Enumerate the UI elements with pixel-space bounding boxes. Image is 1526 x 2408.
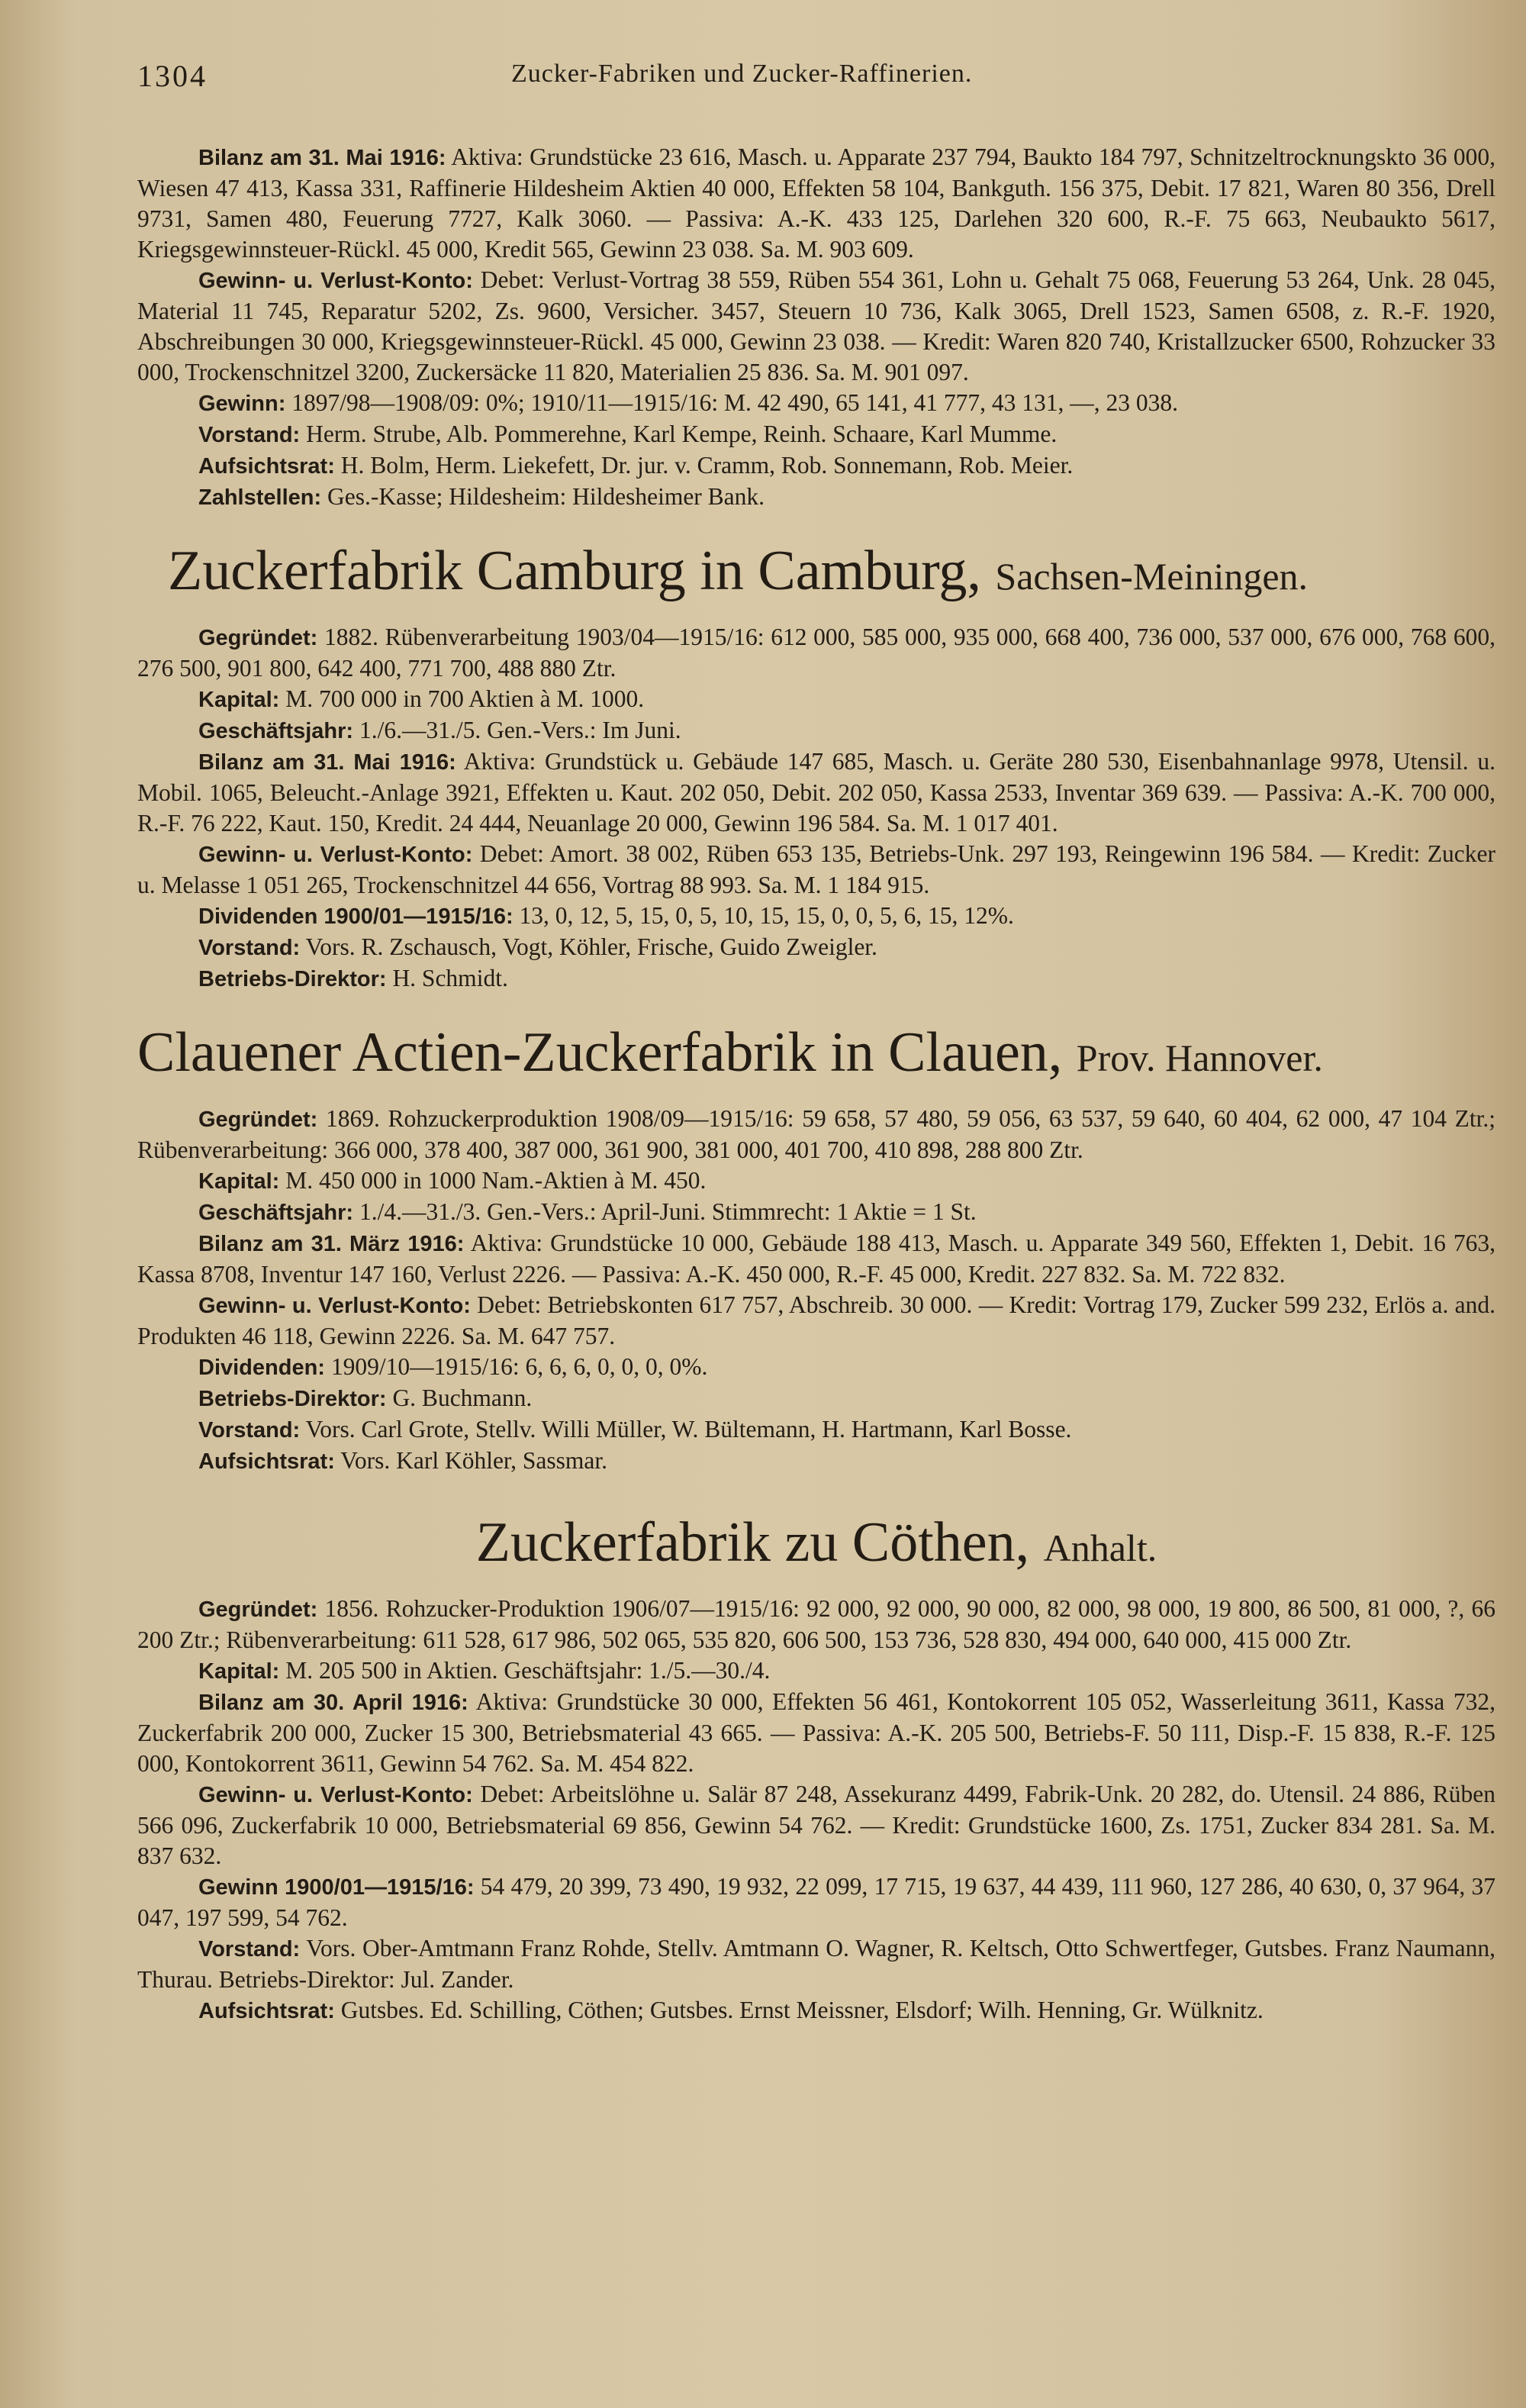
entry-paragraph bbox=[137, 839, 1495, 901]
paragraph-label: Gewinn: bbox=[198, 392, 286, 416]
paragraph-text: 1856. Rohzucker-Produktion 1906/07—1915/16: 92 000, 92 000, 90 000, 82 000, 98 000, 19 800, 86 500, 81 000, ?, 66 200 Ztr.; Rübenverarbeitung: 611 528, 617 986, 502 065, 535 820, 606 500, 153 736, 528 830, 494 000, 640 000, 415 000 Ztr. bbox=[137, 1595, 1495, 1653]
company-name: Zuckerfabrik zu Cöthen, bbox=[475, 1511, 1030, 1574]
paragraph-label: Geschäftsjahr: bbox=[198, 1201, 354, 1225]
entry-paragraph bbox=[137, 622, 1495, 684]
paragraph-text: Debet: Amort. 38 002, Rüben 653 135, Betriebs-Unk. 297 193, Reingewinn 196 584. — Kredit: Zucker u. Melasse 1 051 265, Trockenschnitzel 44 656, Vortrag 88 993. Sa. M. 1 184 915. bbox=[137, 840, 1496, 898]
running-head: Zucker-Fabriken und Zucker-Raffinerien. bbox=[511, 60, 973, 88]
paragraph-label: Kapital: bbox=[198, 688, 280, 712]
paragraph-label: Aufsichtsrat: bbox=[198, 454, 335, 479]
paragraph-text: M. 700 000 in 700 Aktien à M. 1000. bbox=[285, 685, 645, 712]
entry-paragraph bbox=[137, 746, 1495, 839]
entry-paragraph bbox=[137, 450, 1495, 482]
paragraph-label: Bilanz am 31. März 1916: bbox=[198, 1232, 465, 1256]
paragraph-label: Bilanz am 30. April 1916: bbox=[198, 1691, 468, 1715]
paragraph-text: M. 205 500 in Aktien. Geschäftsjahr: 1./5.—30./4. bbox=[285, 1657, 771, 1684]
company-title bbox=[137, 1020, 1495, 1090]
company-name: Clauener Actien-Zuckerfabrik in Clauen, bbox=[137, 1021, 1063, 1084]
entry-paragraph bbox=[137, 932, 1495, 963]
paragraph-label: Betriebs-Direktor: bbox=[198, 1387, 387, 1411]
paragraph-label: Gewinn- u. Verlust-Konto: bbox=[198, 1294, 471, 1318]
paragraph-text: 1./6.—31./5. Gen.-Vers.: Im Juni. bbox=[359, 717, 681, 743]
entry-paragraph bbox=[137, 1383, 1495, 1414]
paragraph-text: H. Schmidt. bbox=[392, 965, 508, 991]
paragraph-text: Debet: Verlust-Vortrag 38 559, Rüben 554 361, Lohn u. Gehalt 75 068, Feuerung 53 264, Unk. 28 045, Material 11 745, Reparatur 5202, Zs. 9600, Versicher. 3457, Steuern 10 736, Kalk 3065, Drell 1523, Samen 6508, z. R.-F. 1920, Abschreibungen 30 000, Kriegsgewinnsteuer-Rückl. 45 000, Gewinn 23 038. — Kredit: Waren 820 740, Kristallzucker 6500, Rohzucker 33 000, Trockenschnitzel 3200, Zuckersäcke 11 820, Materialien 25 836. Sa. M. 901 097. bbox=[137, 266, 1496, 385]
paragraph-text: 13, 0, 12, 5, 15, 0, 5, 10, 15, 15, 0, 0, 5, 6, 15, 12%. bbox=[519, 902, 1014, 929]
company-location: Prov. Hannover. bbox=[1076, 1036, 1323, 1079]
entry-paragraph bbox=[137, 1871, 1495, 1933]
paragraph-label: Geschäftsjahr: bbox=[198, 719, 354, 743]
entry-previous-company bbox=[137, 142, 1495, 513]
entry-paragraph bbox=[137, 1446, 1495, 1477]
paragraph-label: Gegründet: bbox=[198, 1107, 318, 1132]
paragraph-text: M. 450 000 in 1000 Nam.-Aktien à M. 450. bbox=[285, 1167, 707, 1194]
entry-paragraph bbox=[137, 482, 1495, 513]
paragraph-label: Kapital: bbox=[198, 1659, 280, 1684]
paragraph-label: Vorstand: bbox=[198, 1418, 301, 1443]
paragraph-text: Vors. R. Zschausch, Vogt, Köhler, Frische, Guido Zweigler. bbox=[305, 933, 877, 960]
entry-paragraph bbox=[137, 142, 1495, 265]
company-name: Zuckerfabrik Camburg in Camburg, bbox=[168, 540, 981, 602]
paragraph-label: Gewinn 1900/01—1915/16: bbox=[198, 1875, 475, 1900]
entry-paragraph bbox=[137, 1290, 1495, 1352]
paragraph-label: Gewinn- u. Verlust-Konto: bbox=[198, 269, 473, 293]
paragraph-text: Aktiva: Grundstücke 30 000, Effekten 56 461, Kontokorrent 105 052, Wasserleitung 3611, Kassa 732, Zuckerfabrik 200 000, Zucker 15 300, Betriebsmaterial 43 665. — Passiva: A.-K. 205 500, Betriebs-F. 50 111, Disp.-F. 15 838, R.-F. 125 000, Kontokorrent 3611, Gewinn 54 762. Sa. M. 454 822. bbox=[137, 1688, 1495, 1777]
paragraph-text: 1882. Rübenverarbeitung 1903/04—1915/16: 612 000, 585 000, 935 000, 668 400, 736 000, 537 000, 676 000, 768 600, 276 500, 901 800, 642 400, 771 700, 488 880 Ztr. bbox=[137, 624, 1495, 682]
paragraph-text: 1909/10—1915/16: 6, 6, 6, 0, 0, 0, 0%. bbox=[330, 1353, 708, 1380]
paragraph-text: G. Buchmann. bbox=[392, 1385, 533, 1411]
paragraph-text: 1869. Rohzuckerproduktion 1908/09—1915/16: 59 658, 57 480, 59 056, 63 537, 59 640, 60 404, 62 000, 47 104 Ztr.; Rübenverarbeitung: 366 000, 378 400, 387 000, 361 900, 381 000, 401 700, 410 898, 288 800 Ztr. bbox=[137, 1105, 1495, 1163]
entry-paragraph bbox=[137, 1933, 1495, 1995]
paragraph-label: Gewinn- u. Verlust-Konto: bbox=[198, 843, 473, 867]
paragraph-text: 54 479, 20 399, 73 490, 19 932, 22 099, 17 715, 19 637, 44 439, 111 960, 127 286, 40 630, 0, 37 964, 37 047, 197 599, 54 762. bbox=[137, 1873, 1495, 1931]
paragraph-label: Vorstand: bbox=[198, 423, 301, 447]
paragraph-text: Debet: Betriebskonten 617 757, Abschreib. 30 000. — Kredit: Vortrag 179, Zucker 599 232, Erlös a. and. Produkten 46 118, Gewinn 2226. Sa. M. 647 757. bbox=[137, 1291, 1495, 1349]
entry-paragraph bbox=[137, 963, 1495, 994]
entry-paragraph bbox=[137, 1655, 1495, 1687]
entry-paragraph bbox=[137, 1197, 1495, 1228]
paragraph-text: Ges.-Kasse; Hildesheim: Hildesheimer Bank. bbox=[327, 483, 765, 510]
entry-paragraph bbox=[137, 1779, 1495, 1871]
paragraph-label: Aufsichtsrat: bbox=[198, 1449, 335, 1474]
paragraph-label: Aufsichtsrat: bbox=[198, 1999, 335, 2023]
paragraph-text: Vors. Karl Köhler, Sassmar. bbox=[340, 1447, 608, 1474]
entry-paragraph bbox=[137, 419, 1495, 450]
entry-paragraph bbox=[137, 1104, 1495, 1165]
entry-clauen bbox=[137, 1020, 1495, 1477]
entry-paragraph bbox=[137, 901, 1495, 932]
paragraph-label: Gewinn- u. Verlust-Konto: bbox=[198, 1783, 473, 1807]
paragraph-text: Aktiva: Grundstück u. Gebäude 147 685, Masch. u. Geräte 280 530, Eisenbahnanlage 9978, Utensil. u. Mobil. 1065, Beleucht.-Anlage 3921, Effekten u. Kaut. 202 050, Debit. 202 050, Kassa 2533, Inventar 369 639. — Passiva: A.-K. 700 000, R.-F. 76 222, Kaut. 150, Kredit. 24 444, Neuanlage 20 000, Gewinn 196 584. Sa. M. 1 017 401. bbox=[137, 748, 1495, 837]
paragraph-label: Zahlstellen: bbox=[198, 485, 322, 510]
entry-paragraph bbox=[137, 1165, 1495, 1197]
paragraph-label: Gegründet: bbox=[198, 1597, 318, 1622]
paragraph-label: Dividenden 1900/01—1915/16: bbox=[198, 904, 513, 929]
paragraph-label: Vorstand: bbox=[198, 1937, 301, 1962]
entry-coethen bbox=[137, 1510, 1495, 2026]
paragraph-text: Herm. Strube, Alb. Pommerehne, Karl Kempe, Reinh. Schaare, Karl Mumme. bbox=[306, 421, 1058, 447]
entry-paragraph bbox=[137, 1594, 1495, 1655]
paragraph-text: Gutsbes. Ed. Schilling, Cöthen; Gutsbes. Ernst Meissner, Elsdorf; Wilh. Henning, Gr. Wülknitz. bbox=[340, 1997, 1264, 2023]
paragraph-label: Vorstand: bbox=[198, 936, 301, 960]
entry-camburg bbox=[137, 539, 1495, 994]
company-title bbox=[137, 1510, 1495, 1580]
entry-paragraph bbox=[137, 715, 1495, 746]
paragraph-text: Aktiva: Grundstücke 23 616, Masch. u. Apparate 237 794, Baukto 184 797, Schnitzeltrocknungskto 36 000, Wiesen 47 413, Kassa 331, Raffinerie Hildesheim Aktien 40 000, Effekten 58 104, Bankguth. 156 375, Debit. 17 821, Waren 80 356, Drell 9731, Samen 480, Feuerung 7727, Kalk 3060. — Passiva: A.-K. 433 125, Darlehen 320 600, R.-F. 75 663, Neubaukto 5617, Kriegsgewinnsteuer-Rückl. 45 000, Kredit 565, Gewinn 23 038. Sa. M. 903 609. bbox=[137, 143, 1495, 263]
paragraph-label: Bilanz am 31. Mai 1916: bbox=[198, 146, 446, 170]
entry-paragraph bbox=[137, 1995, 1495, 2026]
page-header bbox=[137, 58, 1495, 111]
page-number: 1304 bbox=[137, 59, 208, 93]
company-location: Anhalt. bbox=[1043, 1526, 1157, 1569]
paragraph-label: Bilanz am 31. Mai 1916: bbox=[198, 750, 456, 775]
entry-paragraph bbox=[137, 1414, 1495, 1446]
paragraph-text: 1./4.—31./3. Gen.-Vers.: April-Juni. Stimmrecht: 1 Aktie = 1 St. bbox=[359, 1198, 977, 1225]
paragraph-text: 1897/98—1908/09: 0%; 1910/11—1915/16: M. 42 490, 65 141, 41 777, 43 131, —, 23 038. bbox=[291, 389, 1178, 416]
company-location: Sachsen-Meiningen. bbox=[995, 555, 1309, 598]
entry-paragraph bbox=[137, 684, 1495, 715]
paragraph-text: Debet: Arbeitslöhne u. Salär 87 248, Assekuranz 4499, Fabrik-Unk. 20 282, do. Utensil. 24 886, Rüben 566 096, Zuckerfabrik 10 000, Betriebsmaterial 69 856, Gewinn 54 762. — Kredit: Grundstücke 1600, Zs. 1751, Zucker 834 281. Sa. M. 837 632. bbox=[137, 1781, 1495, 1869]
entry-paragraph bbox=[137, 265, 1495, 388]
paragraph-label: Gegründet: bbox=[198, 626, 318, 650]
entry-paragraph bbox=[137, 1228, 1495, 1290]
entry-paragraph bbox=[137, 1687, 1495, 1779]
paragraph-text: Vors. Carl Grote, Stellv. Willi Müller, W. Bültemann, H. Hartmann, Karl Bosse. bbox=[305, 1416, 1072, 1443]
company-title bbox=[168, 539, 1495, 608]
paragraph-text: Vors. Ober-Amtmann Franz Rohde, Stellv. Amtmann O. Wagner, R. Keltsch, Otto Schwertfeger, Gutsbes. Franz Naumann, Thurau. Betriebs-Direktor: Jul. Zander. bbox=[137, 1935, 1495, 1993]
paragraph-text: H. Bolm, Herm. Liekefett, Dr. jur. v. Cramm, Rob. Sonnemann, Rob. Meier. bbox=[340, 452, 1074, 479]
paragraph-label: Kapital: bbox=[198, 1169, 280, 1194]
entry-paragraph bbox=[137, 388, 1495, 419]
paragraph-text: Aktiva: Grundstücke 10 000, Gebäude 188 413, Masch. u. Apparate 349 560, Effekten 1, Debit. 16 763, Kassa 8708, Inventur 147 160, Verlust 2226. — Passiva: A.-K. 450 000, R.-F. 45 000, Kredit. 227 832. Sa. M. 722 832. bbox=[137, 1230, 1495, 1288]
paragraph-label: Dividenden: bbox=[198, 1356, 325, 1380]
paragraph-label: Betriebs-Direktor: bbox=[198, 967, 387, 991]
entry-paragraph bbox=[137, 1352, 1495, 1383]
